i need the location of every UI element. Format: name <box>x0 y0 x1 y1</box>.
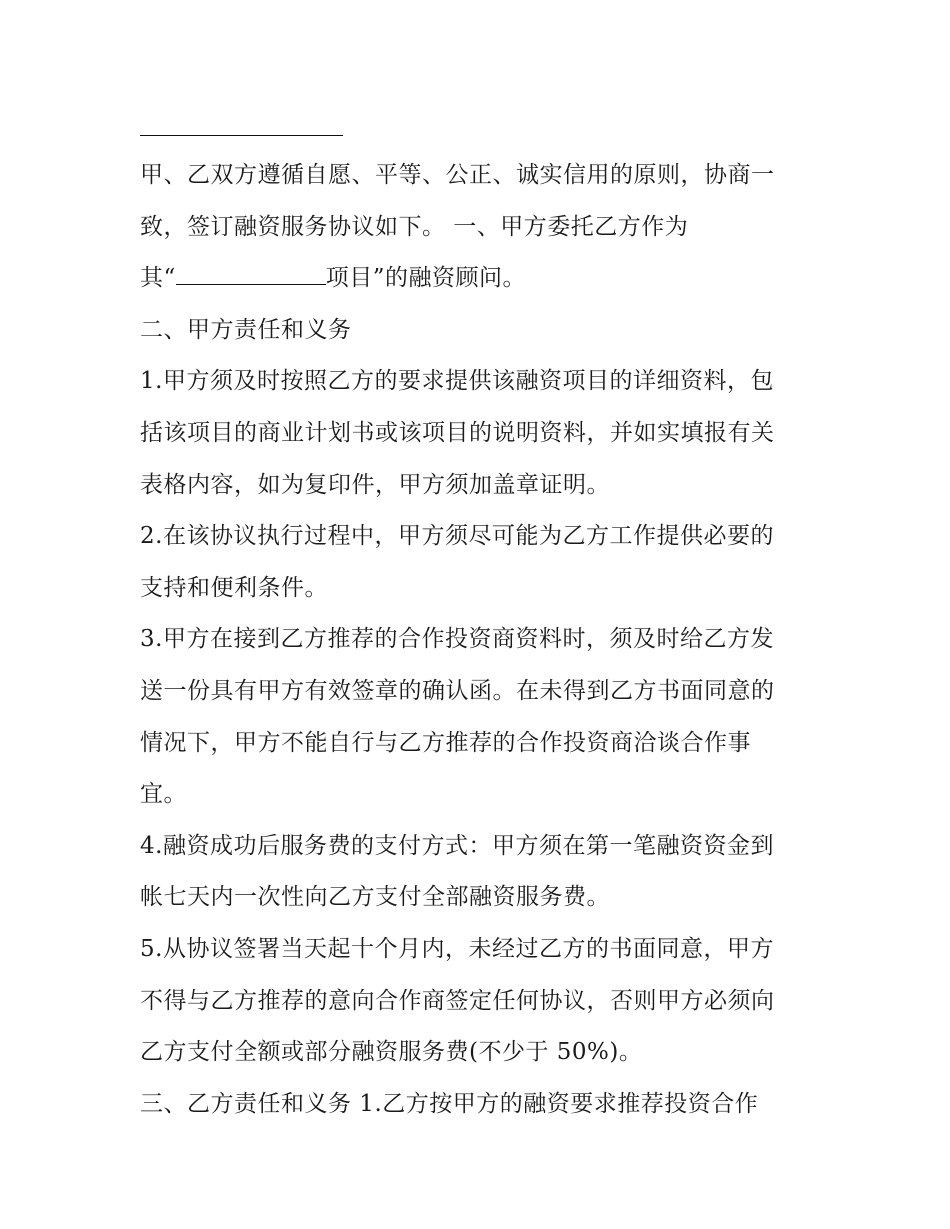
paragraph-line: 甲、乙双方遵循自愿、平等、公正、诚实信用的原则，协商一 <box>140 162 775 188</box>
blank-suffix: 项目”的融资顾问。 <box>325 265 527 292</box>
paragraph-line: 表格内容，如为复印件，甲方须加盖章证明。 <box>140 471 610 498</box>
paragraph-line: 情况下，甲方不能自行与乙方推荐的合作投资商洽谈合作事 <box>140 729 751 756</box>
paragraph-line: 乙方支付全额或部分融资服务费(不少于 50%)。 <box>140 1039 643 1066</box>
paragraph-line: 括该项目的商业计划书或该项目的说明资料，并如实填报有关 <box>140 419 775 446</box>
paragraph-line: 支持和便利条件。 <box>140 574 328 601</box>
paragraph-line: 帐七天内一次性向乙方支付全部融资服务费。 <box>140 884 610 911</box>
paragraph-line: 2.在该协议执行过程中，甲方须尽可能为乙方工作提供必要的 <box>140 523 774 550</box>
paragraph-line: 致，签订融资服务协议如下。 一、甲方委托乙方作为 <box>140 213 689 240</box>
paragraph-line: 送一份具有甲方有效签章的确认函。在未得到乙方书面同意的 <box>140 677 775 704</box>
paragraph-line: 5.从协议签署当天起十个月内，未经过乙方的书面同意，甲方 <box>140 935 774 962</box>
paragraph-line: 3.甲方在接到乙方推荐的合作投资商资料时，须及时给乙方发 <box>140 626 774 653</box>
paragraph-line: 三、乙方责任和义务 1.乙方按甲方的融资要求推荐投资合作 <box>140 1090 759 1117</box>
paragraph-line: 宜。 <box>140 781 187 808</box>
signature-underline <box>140 135 343 136</box>
document-body <box>140 150 840 1130</box>
blank-prefix: 其“ <box>140 265 176 292</box>
project-name-blank <box>176 264 326 285</box>
paragraph-line: 4.融资成功后服务费的支付方式：甲方须在第一笔融资资金到 <box>140 832 774 859</box>
paragraph-line: 不得与乙方推荐的意向合作商签定任何协议，否则甲方必须向 <box>140 987 775 1014</box>
paragraph-line-with-blank <box>140 253 840 305</box>
paragraph-line: 1.甲方须及时按照乙方的要求提供该融资项目的详细资料，包 <box>140 368 774 395</box>
section-heading: 二、甲方责任和义务 <box>140 316 352 343</box>
